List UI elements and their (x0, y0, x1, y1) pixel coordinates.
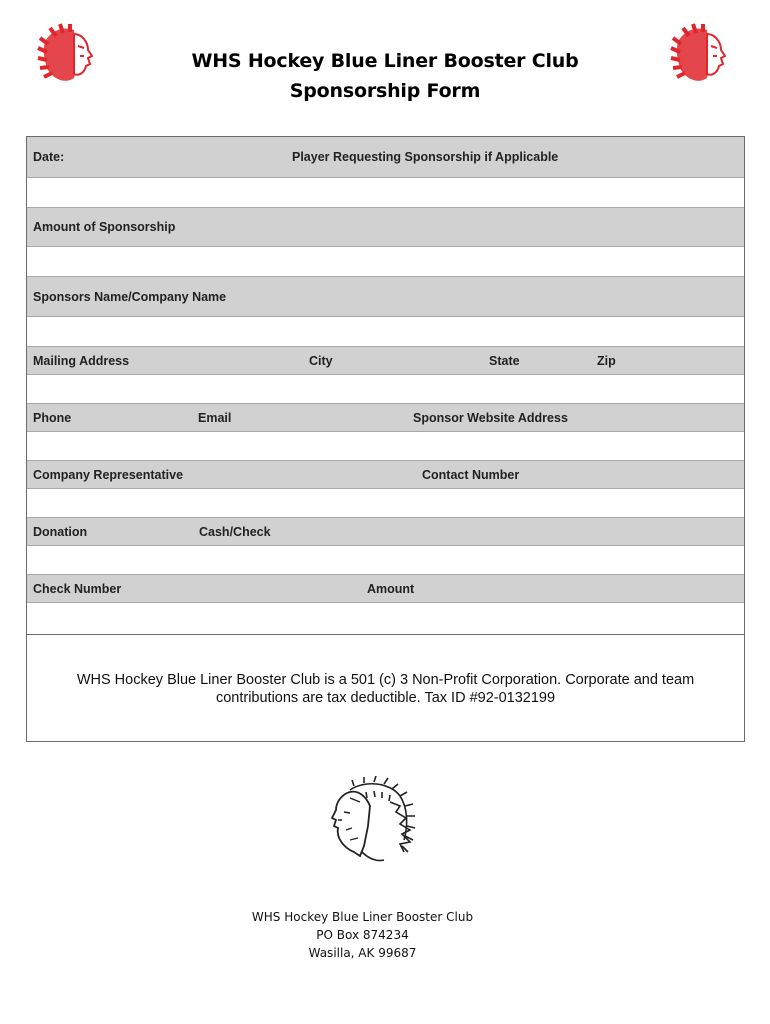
row-date (27, 137, 744, 178)
address-line2: PO Box 874234 (316, 928, 409, 942)
sponsor-name-label: Sponsors Name/Company Name (33, 289, 227, 304)
logo-center (320, 776, 416, 868)
date-label: Date: (33, 150, 65, 164)
donation-label: Donation (33, 524, 88, 539)
tax-note (27, 671, 744, 707)
date-input-row[interactable] (27, 178, 744, 207)
row-amount-sponsorship (27, 207, 744, 247)
row-sponsor-name (27, 276, 744, 317)
address-line3: Wasilla, AK 99687 (308, 946, 417, 960)
tax-note-line1: WHS Hockey Blue Liner Booster Club is a 501 (c) 3 Non-Profit Corporation. Corporate and team (76, 672, 695, 688)
cash-check-label: Cash/Check (199, 524, 271, 539)
zip-label: Zip (597, 353, 616, 368)
donation-input-row[interactable] (27, 545, 744, 574)
tax-note-line2: contributions are tax deductible. Tax ID #92-0132199 (215, 690, 556, 706)
company-rep-label: Company Representative (33, 467, 184, 482)
company-rep-input-row[interactable] (27, 488, 744, 517)
mailing-address-input-row[interactable] (27, 374, 744, 403)
phone-label: Phone (33, 410, 72, 425)
check-number-label: Check Number (33, 581, 122, 596)
sponsorship-form (26, 136, 745, 742)
state-label: State (489, 353, 520, 368)
mailing-address-block (0, 908, 725, 962)
form-title-line1: WHS Hockey Blue Liner Booster Club (191, 50, 579, 72)
website-label: Sponsor Website Address (413, 410, 568, 425)
contact-number-label: Contact Number (422, 467, 520, 482)
row-phone (27, 403, 744, 432)
phone-input-row[interactable] (27, 431, 744, 460)
sponsor-name-input-row[interactable] (27, 316, 744, 346)
mailing-address-label: Mailing Address (33, 353, 130, 368)
amount-sponsorship-input-row[interactable] (27, 246, 744, 276)
row-company-rep (27, 460, 744, 489)
amount-sponsorship-label: Amount of Sponsorship (33, 220, 176, 234)
email-label: Email (198, 410, 232, 425)
form-title-line2: Sponsorship Form (289, 80, 481, 102)
amount-label: Amount (367, 581, 415, 596)
row-check-number (27, 574, 744, 603)
address-line1: WHS Hockey Blue Liner Booster Club (251, 910, 474, 924)
chief-head-icon (320, 776, 416, 868)
city-label: City (309, 353, 333, 368)
row-donation (27, 517, 744, 546)
row-mailing-address (27, 346, 744, 375)
check-number-input-row[interactable] (27, 602, 744, 635)
player-label: Player Requesting Sponsorship if Applicable (292, 150, 559, 164)
